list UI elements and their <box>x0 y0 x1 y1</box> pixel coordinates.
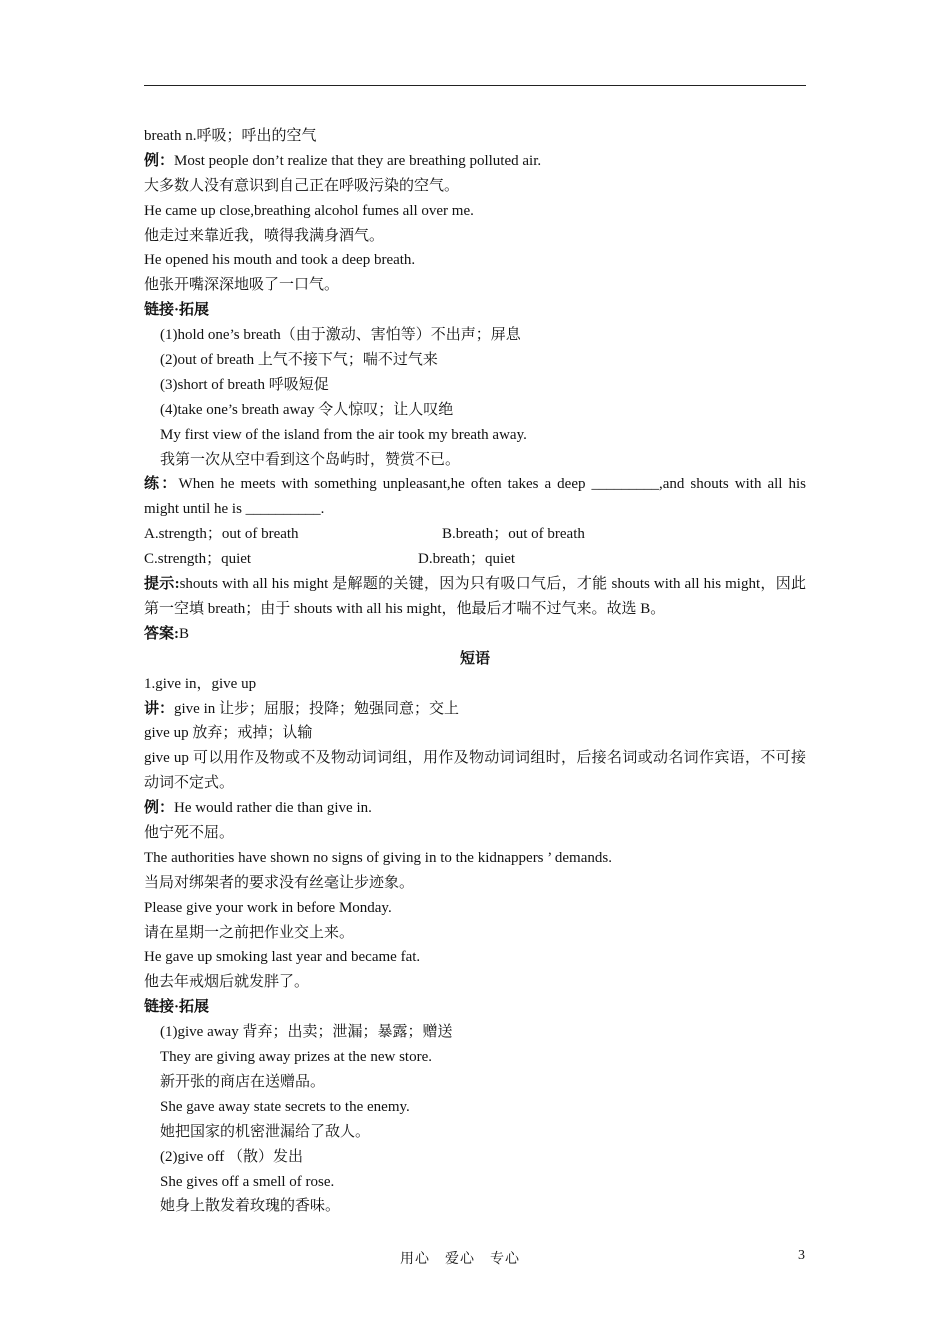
extension-item: (1)give away 背弃；出卖；泄漏；暴露；赠送 <box>160 1024 453 1041</box>
extension-example-zh: 我第一次从空中看到这个岛屿时，赞赏不已。 <box>160 451 461 468</box>
extension-example-zh: 她身上散发着玫瑰的香味。 <box>160 1198 341 1215</box>
option-b: B.breath；out of breath <box>442 526 585 543</box>
example-en: He would rather die than give in. <box>174 800 372 817</box>
headword: breath n.呼吸；呼出的空气 <box>144 128 317 144</box>
example-label: 例： <box>144 800 175 817</box>
example-zh: 当局对绑架者的要求没有丝毫让步迹象。 <box>144 874 415 891</box>
section-heading: 短语 <box>459 650 490 667</box>
section-label-link: 链接·拓展 <box>144 302 210 319</box>
option-d: D.breath；quiet <box>418 551 516 568</box>
extension-example-en: They are giving away prizes at the new store. <box>160 1049 432 1066</box>
page-content <box>144 124 806 1219</box>
example-en: He opened his mouth and took a deep breath. <box>144 252 416 269</box>
phrase-title: 1.give in，give up <box>144 675 257 692</box>
options-row <box>144 547 806 572</box>
section-label-link: 链接·拓展 <box>144 999 210 1016</box>
extension-item: (2)give off （散）发出 <box>160 1148 304 1165</box>
explain-text: give in 让步；屈服；投降；勉强同意；交上 <box>174 700 460 717</box>
example-en: The authorities have shown no signs of giving in to the kidnappers ’ demands. <box>144 849 612 866</box>
extension-example-en: She gives off a smell of rose. <box>160 1173 335 1190</box>
practice-label: 练： <box>144 476 179 493</box>
options-row <box>144 522 806 547</box>
explain-label: 讲： <box>144 700 175 717</box>
extension-item: (4)take one’s breath away 令人惊叹；让人叹绝 <box>160 401 454 418</box>
extension-example-en: My first view of the island from the air took my breath away. <box>160 426 527 443</box>
footer-text: 用心 爱心 专心 <box>400 1252 520 1267</box>
example-zh: 大多数人没有意识到自己正在呼吸污染的空气。 <box>144 177 460 194</box>
answer-value: B <box>179 625 190 642</box>
example-zh: 请在星期一之前把作业交上来。 <box>144 924 355 941</box>
answer-label: 答案: <box>144 625 179 642</box>
example-en: Please give your work in before Monday. <box>144 899 392 916</box>
extension-item: (2)out of breath 上气不接下气；喘不过气来 <box>160 352 438 369</box>
practice-text: When he meets with something unpleasant,he often takes a deep _________,and shouts with all his might until he is __________. <box>144 476 806 518</box>
explain-text: give up 放弃；戒掉；认输 <box>144 725 313 742</box>
answer <box>144 622 806 647</box>
example-zh: 他走过来靠近我，喷得我满身酒气。 <box>144 227 385 244</box>
example-en: Most people don’t realize that they are breathing polluted air. <box>174 152 542 169</box>
practice-question <box>144 472 806 522</box>
explain-text: give up 可以用作及物或不及物动词词组，用作及物动词词组时，后接名词或动名词作宾语，不可接动词不定式。 <box>144 750 806 792</box>
extension-item: (1)hold one’s breath（由于激动、害怕等）不出声；屏息 <box>160 327 521 344</box>
example-en: He gave up smoking last year and became fat. <box>144 949 421 966</box>
example-line <box>144 149 806 174</box>
extension-example-zh: 新开张的商店在送赠品。 <box>160 1073 326 1090</box>
option-a: A.strength；out of breath <box>144 526 299 543</box>
hint <box>144 572 806 622</box>
example-zh: 他张开嘴深深地吸了一口气。 <box>144 277 340 294</box>
header-rule <box>144 85 806 86</box>
extension-item: (3)short of breath 呼吸短促 <box>160 376 329 393</box>
example-zh: 他去年戒烟后就发胖了。 <box>144 974 310 991</box>
explain-line <box>144 697 806 722</box>
hint-text: shouts with all his might 是解题的关键，因为只有吸口气后，才能 shouts with all his might，因此第一空填 breath；由于 shouts with all his might，他最后才喘不过气来。故选 B。 <box>144 576 806 617</box>
extension-example-zh: 她把国家的机密泄漏给了敌人。 <box>160 1123 371 1140</box>
example-label: 例： <box>144 152 175 169</box>
example-en: He came up close,breathing alcohol fumes all over me. <box>144 202 474 219</box>
example-zh: 他宁死不屈。 <box>144 825 235 842</box>
page-number: 3 <box>798 1248 805 1263</box>
extension-example-en: She gave away state secrets to the enemy. <box>160 1098 410 1115</box>
hint-label: 提示: <box>144 576 180 593</box>
example-line <box>144 796 806 821</box>
page-footer <box>0 1248 950 1268</box>
option-c: C.strength；quiet <box>144 551 252 568</box>
